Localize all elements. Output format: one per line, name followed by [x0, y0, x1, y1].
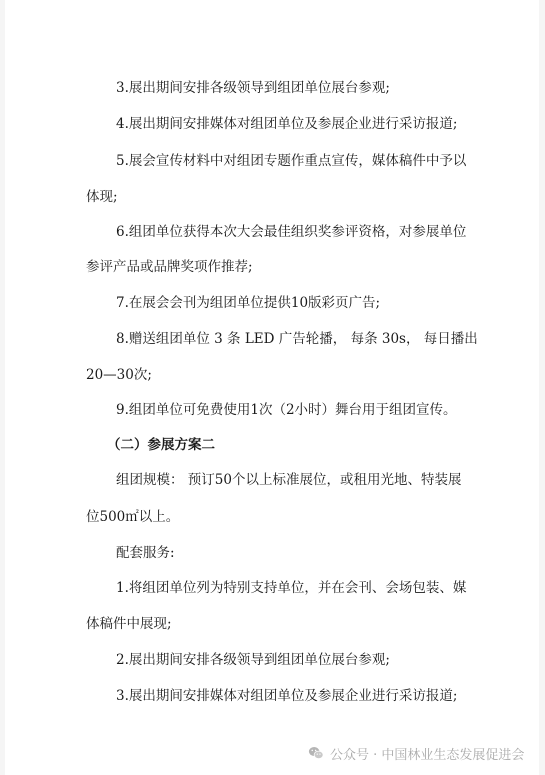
item-8-line-2: 20—30次;	[86, 367, 152, 383]
item-3-line-1: 3.展出期间安排各级领导到组团单位展台参观;	[116, 80, 390, 96]
services-label: 配套服务:	[116, 545, 175, 561]
service-1-line-2: 体稿件中展现;	[86, 616, 172, 632]
item-9-line-1: 9.组团单位可免费使用1次（2小时）舞台用于组团宣传。	[116, 402, 457, 418]
wechat-watermark	[307, 744, 524, 762]
page-edge-left	[0, 0, 5, 775]
item-4-line-1: 4.展出期间安排媒体对组团单位及参展企业进行采访报道;	[116, 116, 458, 132]
service-1-line-1: 1.将组团单位列为特别支持单位，并在会刊、会场包装、媒	[116, 580, 467, 596]
item-7-line-1: 7.在展会会刊为组团单位提供10版彩页广告;	[116, 295, 381, 311]
scale-line-2: 位500㎡以上。	[86, 509, 180, 525]
item-6-line-1: 6.组团单位获得本次大会最佳组织奖参评资格，对参展单位	[116, 224, 467, 240]
service-2-line-1: 2.展出期间安排各级领导到组团单位展台参观;	[116, 652, 390, 668]
page-edge-right	[539, 0, 545, 775]
item-5-line-1: 5.展会宣传材料中对组团专题作重点宣传，媒体稿件中予以	[116, 153, 467, 169]
service-3-line-1: 3.展出期间安排媒体对组团单位及参展企业进行采访报道;	[116, 688, 458, 704]
item-5-line-2: 体现;	[86, 189, 118, 205]
watermark-text: 公众号 · 中国林业生态发展促进会	[330, 747, 525, 763]
wechat-icon	[307, 744, 325, 762]
section-heading: （二）参展方案二	[107, 437, 215, 453]
item-6-line-2: 参评产品或品牌奖项作推荐;	[86, 259, 253, 275]
item-8-line-1: 8.赠送组团单位 3 条 LED 广告轮播， 每条 30s， 每日播出	[116, 331, 478, 347]
scale-line-1: 组团规模： 预订50个以上标准展位，或租用光地、特装展	[116, 472, 462, 488]
